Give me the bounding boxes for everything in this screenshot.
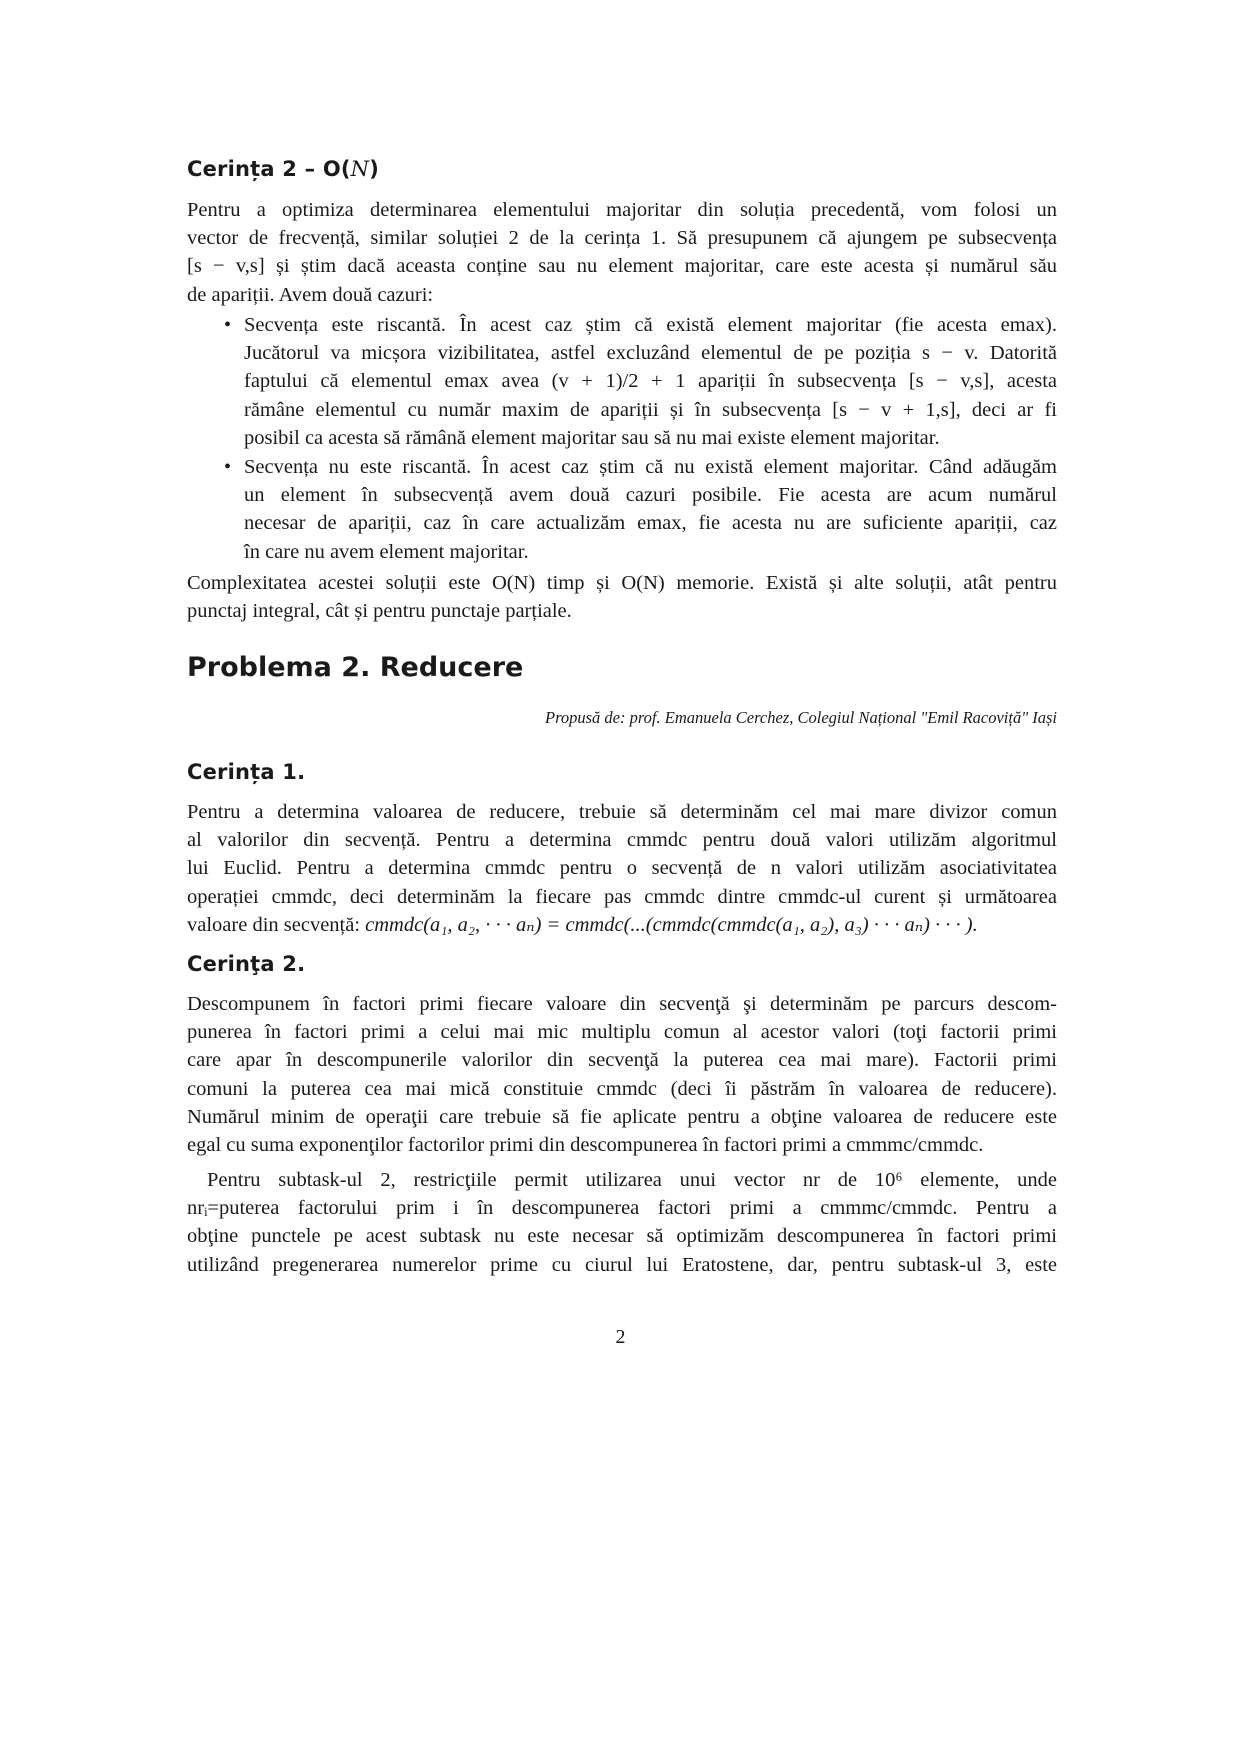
text-line: utilizând pregenerarea numerelor prime cu ciurul lui Eratostene, dar, pentru subtask-ul 3, este xyxy=(187,1253,1057,1276)
text-line: un element în subsecvență avem două cazuri posibile. Fie acesta are acum numărul xyxy=(244,484,1057,507)
text-line: obţine punctele pe acest subtask nu este necesar să optimizăm descompunerea în factori primi xyxy=(187,1225,1057,1248)
text-line: necesar de apariții, caz în care actualizăm emax, fie acesta nu are suficiente apariții, caz xyxy=(244,512,1057,535)
problem-credit: Propusă de: prof. Emanuela Cerchez, Colegiul Național "Emil Racoviță" Iași xyxy=(544,708,1057,727)
bullet-marker: • xyxy=(224,314,232,336)
text-line: vector de frecvență, similar soluției 2 de la cerința 1. Să presupunem că ajungem pe subsecvența xyxy=(187,227,1057,250)
text-line: [s − v,s] și știm dacă aceasta conține sau nu element majoritar, care este acesta și numărul său xyxy=(187,255,1057,278)
text-line: Pentru a optimiza determinarea elementului majoritar din soluția precedentă, vom folosi un xyxy=(187,199,1057,221)
text-line: faptului că elementul emax avea (v + 1)/2 + 1 apariții în subsecvența [s − v,s], acesta xyxy=(244,370,1057,393)
text-line: Secvența nu este riscantă. În acest caz știm că nu există element majoritar. Când adăugăm xyxy=(244,456,1057,478)
bullet-item-2 xyxy=(224,453,1057,566)
text-line: Secvența este riscantă. În acest caz știm că există element majoritar (fie acesta emax). xyxy=(244,314,1057,336)
text-line: de apariții. Avem două cazuri: xyxy=(187,283,434,306)
text-line: egal cu suma exponenţilor factorilor primi din descompunerea în factori primi a cmmmc/cmmdc. xyxy=(187,1134,984,1157)
formula-prefix: valoare din secvență: xyxy=(187,913,366,936)
requirement-2-heading: Cerinţa 2. xyxy=(187,952,306,976)
bullet-item-1 xyxy=(224,311,1057,452)
text-line: Complexitatea acestei soluții este O(N) timp și O(N) memorie. Există și alte soluții, atât pentru xyxy=(187,572,1057,594)
requirement-1-heading: Cerința 1. xyxy=(187,760,306,784)
subtask-paragraph xyxy=(187,1166,1057,1279)
text-line: posibil ca acesta să rămână element majoritar sau să nu mai existe element majoritar. xyxy=(244,426,940,449)
problem-title: Problema 2. Reducere xyxy=(187,652,524,683)
formula: cmmdc(a₁, a₂, · · · aₙ) = cmmdc(...(cmmdc(cmmdc(a₁, a₂), a₃) · · · aₙ) · · · ). xyxy=(365,913,978,936)
text-line: nrᵢ=puterea factorului prim i în descompunerea factori primi a cmmmc/cmmdc. Pentru a xyxy=(187,1197,1057,1220)
text-line: Descompunem în factori primi fiecare valoare din secvenţă şi determinăm pe parcurs descom- xyxy=(187,993,1057,1015)
formula-line xyxy=(187,911,1057,939)
text-line: Numărul minim de operaţii care trebuie să fie aplicate pentru a obţine valoarea de reducere este xyxy=(187,1105,1057,1128)
text-line: al valorilor din secvență. Pentru a determina cmmdc pentru două valori utilizăm algoritmul xyxy=(187,829,1057,852)
intro-paragraph xyxy=(187,196,1057,309)
text-line: comuni la puterea cea mai mică constituie cmmdc (deci îi păstrăm în valoarea de reducere). xyxy=(187,1077,1057,1100)
text-line: Pentru subtask-ul 2, restricţiile permit utilizarea unui vector nr de 10⁶ elemente, unde xyxy=(207,1169,1057,1191)
text-line: Jucătorul va micșora vizibilitatea, astfel excluzând elementul de pe poziția s − v. Datorită xyxy=(244,342,1057,365)
text-line: Pentru a determina valoarea de reducere, trebuie să determinăm cel mai mare divizor comun xyxy=(187,801,1057,823)
bullet-marker: • xyxy=(224,456,232,478)
text-line: lui Euclid. Pentru a determina cmmdc pentru o secvență de n valori utilizăm asociativitatea xyxy=(187,857,1057,880)
text-line: rămâne elementul cu număr maxim de apariții și în subsecvența [s − v + 1,s], deci ar fi xyxy=(244,398,1057,421)
complexity-paragraph xyxy=(187,569,1057,625)
requirement-1-paragraph xyxy=(187,798,1057,939)
text-line: punctaj integral, cât și pentru punctaje parțiale. xyxy=(187,600,572,623)
text-line: care apar în descompunerile valorilor din secvenţă la puterea cea mai mare). Factorii primi xyxy=(187,1049,1057,1072)
requirement-2-paragraph xyxy=(187,990,1057,1159)
section-heading-cerinta-2: Cerința 2 – O(N) xyxy=(187,157,380,181)
text-line: operației cmmdc, deci determinăm la fiecare pas cmmdc dintre cmmdc-ul curent și următoarea xyxy=(187,885,1057,908)
page-number: 2 xyxy=(615,1326,626,1348)
text-line: punerea în factori primi a celui mai mic multiplu comun al acestor valori (toţi factorii primi xyxy=(187,1021,1057,1044)
text-line: în care nu avem element majoritar. xyxy=(244,540,529,563)
